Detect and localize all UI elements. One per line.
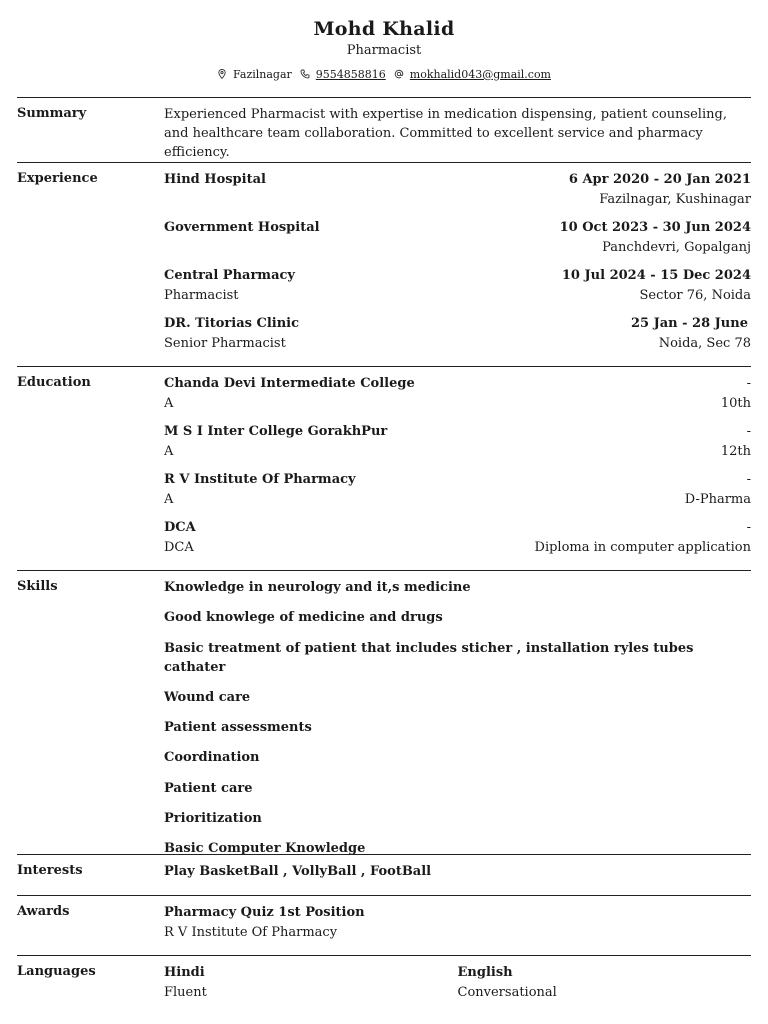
phone-link[interactable]: 9554858816 xyxy=(315,67,386,81)
education-school: R V Institute Of Pharmacy xyxy=(164,472,356,487)
languages-section xyxy=(17,955,751,1000)
language-name: Hindi xyxy=(164,965,205,980)
language-level: Fluent xyxy=(164,984,207,1000)
contact-location xyxy=(217,68,292,81)
awards-section xyxy=(17,895,751,940)
skill-item: Knowledge in neurology and it,s medicine xyxy=(164,580,471,595)
experience-location: Fazilnagar, Kushinagar xyxy=(599,191,751,207)
interests-section xyxy=(17,854,751,879)
experience-dates: 10 Oct 2023 - 30 Jun 2024 xyxy=(559,220,751,235)
section-label-interests: Interests xyxy=(17,863,83,878)
experience-dates: 10 Jul 2024 - 15 Dec 2024 xyxy=(561,268,751,283)
summary-section xyxy=(17,97,751,160)
experience-location: Panchdevri, Gopalganj xyxy=(602,239,751,255)
education-grade: DCA xyxy=(164,539,194,555)
experience-org: Hind Hospital xyxy=(164,172,266,187)
email-link[interactable]: mokhalid043@gmail.com xyxy=(409,67,551,81)
candidate-title: Pharmacist xyxy=(346,43,422,58)
at-sign-icon xyxy=(394,69,404,79)
section-label-languages: Languages xyxy=(17,964,96,979)
skill-item: Patient care xyxy=(164,780,253,796)
skill-item: Prioritization xyxy=(164,811,262,827)
experience-org: Government Hospital xyxy=(164,220,320,235)
experience-org: Central Pharmacy xyxy=(164,268,295,283)
education-dates: - xyxy=(746,376,751,391)
education-entry xyxy=(164,518,751,557)
award-title: Pharmacy Quiz 1st Position xyxy=(164,905,365,920)
education-degree: 10th xyxy=(720,395,751,411)
skill-item: Good knowlege of medicine and drugs xyxy=(164,610,443,626)
skill-item: Basic Computer Knowledge xyxy=(164,841,366,857)
candidate-name: Mohd Khalid xyxy=(313,18,455,40)
skill-item: Basic treatment of patient that includes sticher , installation ryles tubes cathater xyxy=(164,640,694,675)
section-label-experience: Experience xyxy=(17,171,98,186)
experience-location: Sector 76, Noida xyxy=(639,287,751,303)
section-label-summary: Summary xyxy=(17,106,87,121)
experience-org: DR. Titorias Clinic xyxy=(164,316,300,331)
language-item xyxy=(458,963,752,1002)
education-section xyxy=(17,366,751,555)
education-school: DCA xyxy=(164,520,196,535)
contact-email[interactable] xyxy=(394,68,551,81)
experience-role: Senior Pharmacist xyxy=(164,335,286,351)
education-degree: Diploma in computer application xyxy=(534,539,751,555)
award-issuer: R V Institute Of Pharmacy xyxy=(164,924,338,940)
education-entry xyxy=(164,374,751,413)
experience-entry xyxy=(164,314,751,353)
contact-phone[interactable] xyxy=(300,68,386,81)
experience-entry xyxy=(164,170,751,209)
interests-text: Play BasketBall , VollyBall , FootBall xyxy=(164,864,432,879)
language-item xyxy=(164,963,458,1002)
language-name: English xyxy=(457,965,513,980)
experience-entry xyxy=(164,218,751,257)
education-dates: - xyxy=(746,520,751,535)
section-label-education: Education xyxy=(17,375,91,390)
contact-bar xyxy=(0,66,768,82)
experience-entry xyxy=(164,266,751,305)
experience-dates: 25 Jan - 28 June xyxy=(630,316,748,331)
section-label-skills: Skills xyxy=(17,579,58,594)
education-dates: - xyxy=(746,472,751,487)
education-dates: - xyxy=(746,424,751,439)
summary-text: Experienced Pharmacist with expertise in medication dispensing, patient counseling, and healthcare team collaboration. Committed to excellent service and pharmacy efficiency. xyxy=(164,107,727,160)
location-text: Fazilnagar xyxy=(233,67,292,81)
education-grade: A xyxy=(164,395,174,411)
skill-item: Patient assessments xyxy=(164,720,312,736)
education-degree: 12th xyxy=(720,443,751,459)
skill-item: Coordination xyxy=(164,750,260,766)
education-grade: A xyxy=(164,443,174,459)
education-entry xyxy=(164,422,751,461)
education-entry xyxy=(164,470,751,509)
experience-location: Noida, Sec 78 xyxy=(658,335,751,351)
resume-header xyxy=(0,0,768,82)
experience-role: Pharmacist xyxy=(164,287,239,303)
phone-icon xyxy=(300,69,310,79)
experience-dates: 6 Apr 2020 - 20 Jan 2021 xyxy=(568,172,751,187)
education-degree: D-Pharma xyxy=(684,491,751,507)
education-school: M S I Inter College GorakhPur xyxy=(164,424,388,439)
location-pin-icon xyxy=(217,69,227,79)
experience-section xyxy=(17,162,751,351)
section-label-awards: Awards xyxy=(17,904,70,919)
education-school: Chanda Devi Intermediate College xyxy=(164,376,415,391)
skill-item: Wound care xyxy=(164,689,251,705)
language-level: Conversational xyxy=(457,984,557,1000)
education-grade: A xyxy=(164,491,174,507)
skills-section xyxy=(17,570,751,857)
